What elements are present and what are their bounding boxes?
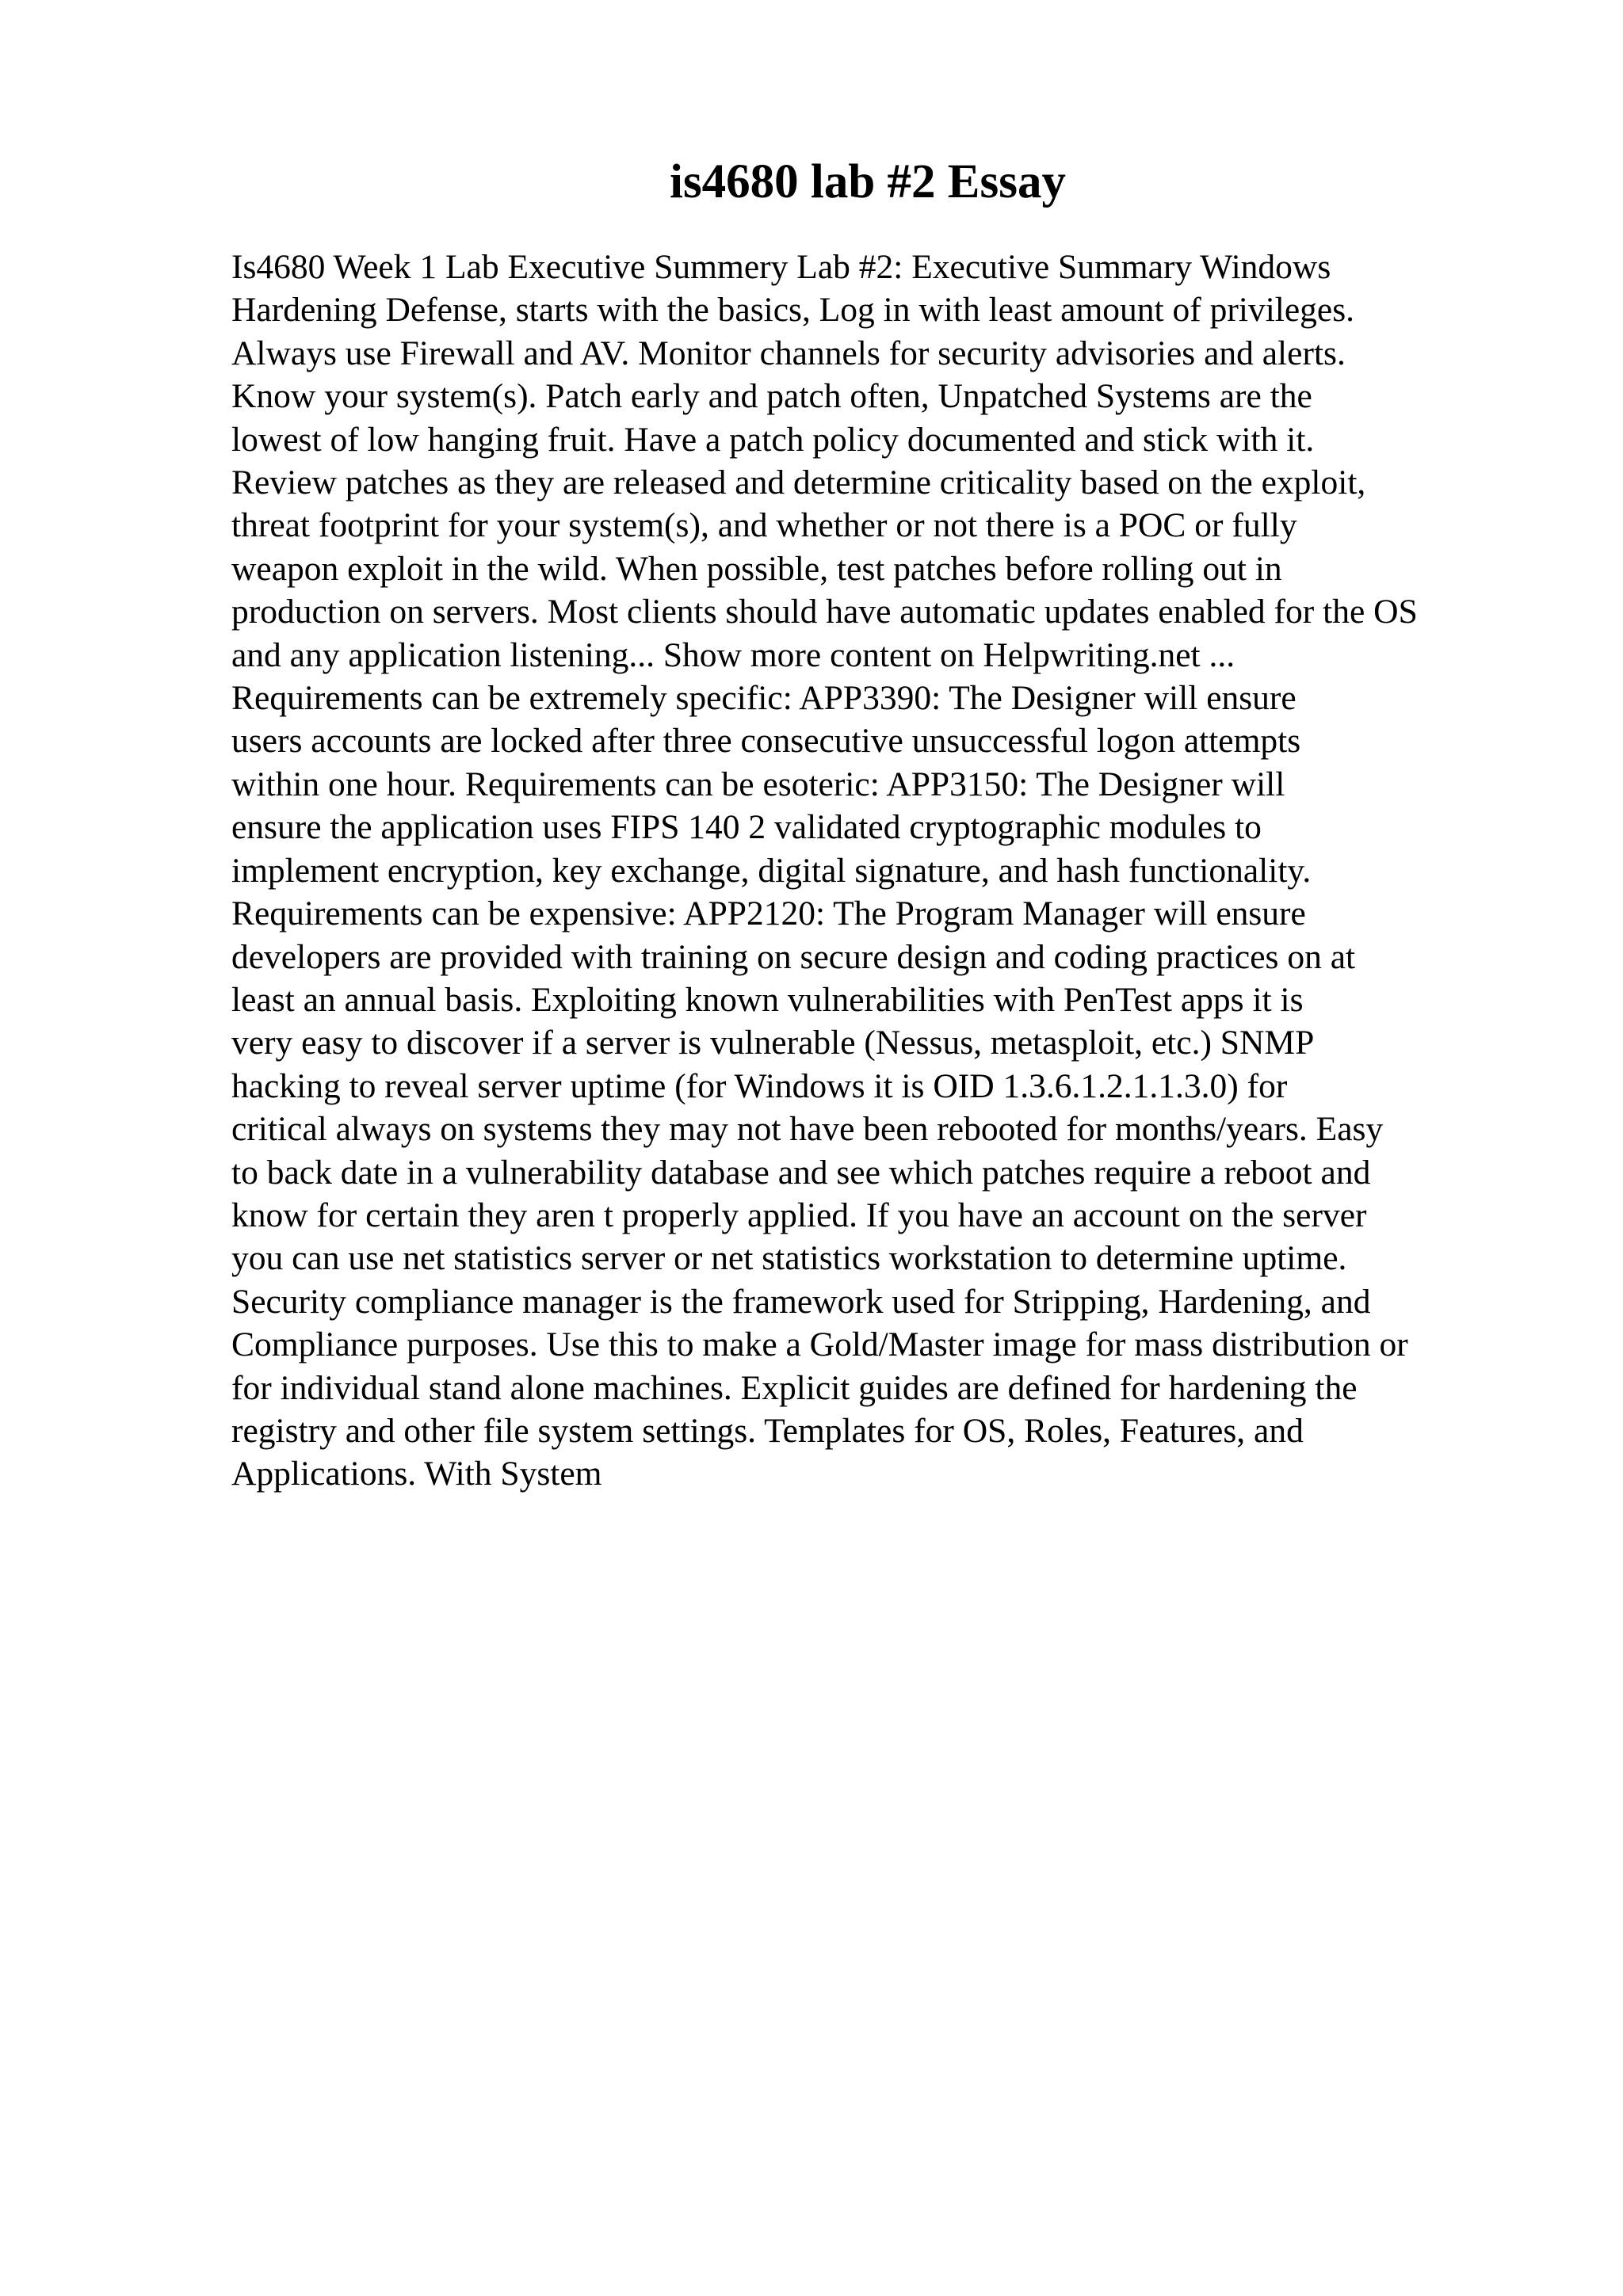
- essay-line: Requirements can be extremely specific: APP3390: The Designer will ensure: [231, 679, 1296, 718]
- essay-line: least an annual basis. Exploiting known vulnerabilities with PenTest apps it is: [231, 980, 1304, 1019]
- essay-line: Requirements can be expensive: APP2120: The Program Manager will ensure: [231, 894, 1306, 933]
- essay-line: know for certain they aren t properly applied. If you have an account on the server: [231, 1196, 1367, 1234]
- essay-line: to back date in a vulnerability database and see which patches require a reboot and: [231, 1153, 1371, 1192]
- essay-line: for individual stand alone machines. Explicit guides are defined for hardening the: [231, 1368, 1358, 1407]
- essay-line: Know your system(s). Patch early and patch often, Unpatched Systems are the: [231, 377, 1312, 416]
- essay-line: production on servers. Most clients should have automatic updates enabled for the OS: [231, 593, 1418, 631]
- essay-line: ensure the application uses FIPS 140 2 validated cryptographic modules to: [231, 808, 1262, 847]
- essay-line: Security compliance manager is the framework used for Stripping, Hardening, and: [231, 1282, 1371, 1321]
- essay-line: you can use net statistics server or net statistics workstation to determine uptime.: [231, 1239, 1347, 1278]
- essay-line: hacking to reveal server uptime (for Windows it is OID 1.3.6.1.2.1.1.3.0) for: [231, 1066, 1288, 1105]
- essay-line: Always use Firewall and AV. Monitor channels for security advisories and alerts.: [231, 334, 1346, 372]
- essay-line: developers are provided with training on secure design and coding practices on at: [231, 937, 1356, 976]
- essay-body: [231, 246, 1531, 1496]
- essay-line: Applications. With System: [231, 1455, 602, 1493]
- essay-line: Compliance purposes. Use this to make a Gold/Master image for mass distribution or: [231, 1325, 1408, 1364]
- essay-line: critical always on systems they may not have been rebooted for months/years. Easy: [231, 1110, 1384, 1149]
- essay-line: Review patches as they are released and determine criticality based on the exploit,: [231, 463, 1366, 502]
- essay-line: Is4680 Week 1 Lab Executive Summery Lab #2: Executive Summary Windows: [231, 248, 1331, 286]
- essay-line: within one hour. Requirements can be esoteric: APP3150: The Designer will: [231, 765, 1285, 803]
- essay-line: implement encryption, key exchange, digital signature, and hash functionality.: [231, 851, 1312, 890]
- essay-line: threat footprint for your system(s), and whether or not there is a POC or fully: [231, 506, 1297, 545]
- essay-line: users accounts are locked after three consecutive unsuccessful logon attempts: [231, 722, 1301, 761]
- document-title: is4680 lab #2 Essay: [670, 155, 1066, 208]
- essay-line: weapon exploit in the wild. When possible, test patches before rolling out in: [231, 549, 1282, 588]
- essay-line: and any application listening... Show more content on Helpwriting.net ...: [231, 635, 1235, 674]
- essay-line: very easy to discover if a server is vulnerable (Nessus, metasploit, etc.) SNMP: [231, 1024, 1315, 1062]
- essay-line: Hardening Defense, starts with the basics, Log in with least amount of privileges.: [231, 291, 1355, 330]
- essay-line: lowest of low hanging fruit. Have a patch policy documented and stick with it.: [231, 420, 1315, 459]
- essay-line: registry and other file system settings. Templates for OS, Roles, Features, and: [231, 1411, 1304, 1450]
